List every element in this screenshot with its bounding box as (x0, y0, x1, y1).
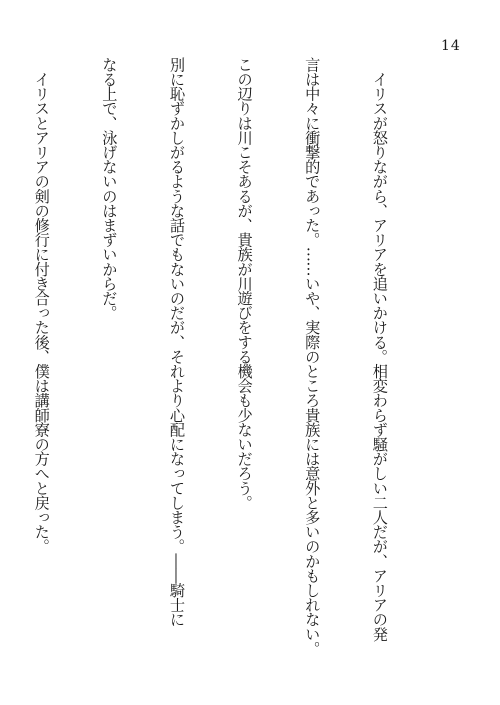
text-line: イリスが怒りながら、アリアを追いかける。相変わらず騒がしい二人だが、アリアの発 (370, 57, 389, 642)
text-line: 別に恥ずかしがるような話でもないのだが、それより心配になってしまう。――騎士に (167, 57, 186, 627)
text-line: 言は中々に衝撃的であった。……いや、実際のところ貴族には意外と多いのかもしれない。 (303, 57, 322, 656)
text-line: なる上で、泳げないのはまずいからだ。 (100, 57, 119, 320)
body-text (0, 57, 436, 667)
text-line: イリスとアリアの剣の修行に付き合った後、僕は講師寮の方へと戻った。 (32, 57, 51, 554)
page-number: 14 (441, 38, 461, 54)
text-line: この辺りは川こそあるが、貴族が川遊びをする機会も少ないだろう。 (235, 57, 254, 510)
